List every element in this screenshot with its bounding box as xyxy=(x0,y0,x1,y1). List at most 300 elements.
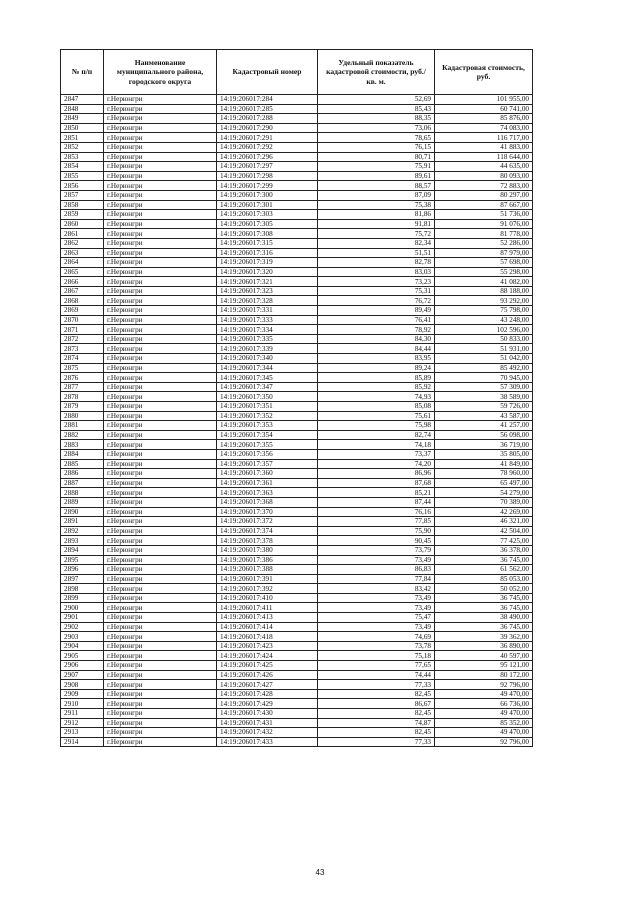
cadastral-cost: 74 083,00 xyxy=(435,123,533,133)
district-name: г.Нерюнгри xyxy=(104,334,217,344)
specific-value: 75,98 xyxy=(318,421,435,431)
specific-value: 85,08 xyxy=(318,402,435,412)
table-row xyxy=(61,574,533,584)
row-number: 2872 xyxy=(61,334,104,344)
table-row xyxy=(61,555,533,565)
cadastral-cost: 41 883,00 xyxy=(435,142,533,152)
cadastral-number: 14:19:206017:357 xyxy=(217,459,318,469)
row-number: 2874 xyxy=(61,354,104,364)
cadastral-number: 14:19:206017:368 xyxy=(217,497,318,507)
district-name: г.Нерюнгри xyxy=(104,488,217,498)
cadastral-cost: 66 736,00 xyxy=(435,699,533,709)
row-number: 2905 xyxy=(61,651,104,661)
district-name: г.Нерюнгри xyxy=(104,536,217,546)
row-number: 2854 xyxy=(61,162,104,172)
table-row xyxy=(61,210,533,220)
row-number: 2880 xyxy=(61,411,104,421)
specific-value: 83,95 xyxy=(318,354,435,364)
table-row xyxy=(61,651,533,661)
specific-value: 77,33 xyxy=(318,680,435,690)
cadastral-cost: 36 745,00 xyxy=(435,593,533,603)
table-row xyxy=(61,670,533,680)
row-number: 2862 xyxy=(61,238,104,248)
specific-value: 75,38 xyxy=(318,200,435,210)
cadastral-number: 14:19:206017:361 xyxy=(217,478,318,488)
district-name: г.Нерюнгри xyxy=(104,440,217,450)
specific-value: 88,57 xyxy=(318,181,435,191)
cadastral-cost: 51 042,00 xyxy=(435,354,533,364)
cadastral-number: 14:19:206017:347 xyxy=(217,382,318,392)
cadastral-number: 14:19:206017:431 xyxy=(217,718,318,728)
district-name: г.Нерюнгри xyxy=(104,497,217,507)
cadastral-number: 14:19:206017:425 xyxy=(217,661,318,671)
row-number: 2859 xyxy=(61,210,104,220)
cadastral-number: 14:19:206017:391 xyxy=(217,574,318,584)
district-name: г.Нерюнгри xyxy=(104,545,217,555)
row-number: 2850 xyxy=(61,123,104,133)
district-name: г.Нерюнгри xyxy=(104,430,217,440)
specific-value: 73,49 xyxy=(318,593,435,603)
specific-value: 76,41 xyxy=(318,315,435,325)
table-row xyxy=(61,603,533,613)
cadastral-number: 14:19:206017:423 xyxy=(217,641,318,651)
specific-value: 73,49 xyxy=(318,622,435,632)
specific-value: 51,51 xyxy=(318,248,435,258)
table-row xyxy=(61,181,533,191)
specific-value: 78,92 xyxy=(318,325,435,335)
row-number: 2867 xyxy=(61,286,104,296)
cadastral-cost: 36 378,00 xyxy=(435,545,533,555)
district-name: г.Нерюнгри xyxy=(104,526,217,536)
specific-value: 52,69 xyxy=(318,95,435,105)
district-name: г.Нерюнгри xyxy=(104,267,217,277)
table-row xyxy=(61,459,533,469)
cadastral-cost: 43 587,00 xyxy=(435,411,533,421)
table-row xyxy=(61,267,533,277)
row-number: 2863 xyxy=(61,248,104,258)
row-number: 2902 xyxy=(61,622,104,632)
specific-value: 82,45 xyxy=(318,709,435,719)
district-name: г.Нерюнгри xyxy=(104,229,217,239)
district-name: г.Нерюнгри xyxy=(104,133,217,143)
district-name: г.Нерюнгри xyxy=(104,603,217,613)
cadastral-cost: 59 726,00 xyxy=(435,402,533,412)
table-row xyxy=(61,219,533,229)
cadastral-cost: 57 309,00 xyxy=(435,382,533,392)
table-row xyxy=(61,402,533,412)
district-name: г.Нерюнгри xyxy=(104,622,217,632)
cadastral-cost: 42 269,00 xyxy=(435,507,533,517)
table-row xyxy=(61,162,533,172)
cadastral-cost: 36 745,00 xyxy=(435,603,533,613)
cadastral-cost: 78 960,00 xyxy=(435,469,533,479)
district-name: г.Нерюнгри xyxy=(104,286,217,296)
specific-value: 88,35 xyxy=(318,114,435,124)
cadastral-cost: 88 188,00 xyxy=(435,286,533,296)
table-row xyxy=(61,171,533,181)
district-name: г.Нерюнгри xyxy=(104,373,217,383)
cadastral-number: 14:19:206017:432 xyxy=(217,728,318,738)
cadastral-cost: 80 172,00 xyxy=(435,670,533,680)
district-name: г.Нерюнгри xyxy=(104,402,217,412)
table-row xyxy=(61,430,533,440)
table-row xyxy=(61,152,533,162)
cadastral-cost: 36 745,00 xyxy=(435,555,533,565)
row-number: 2909 xyxy=(61,689,104,699)
district-name: г.Нерюнгри xyxy=(104,95,217,105)
cadastral-cost: 36 890,00 xyxy=(435,641,533,651)
row-number: 2893 xyxy=(61,536,104,546)
district-name: г.Нерюнгри xyxy=(104,584,217,594)
row-number: 2876 xyxy=(61,373,104,383)
row-number: 2914 xyxy=(61,737,104,747)
district-name: г.Нерюнгри xyxy=(104,152,217,162)
specific-value: 76,15 xyxy=(318,142,435,152)
row-number: 2903 xyxy=(61,632,104,642)
cadastral-number: 14:19:206017:410 xyxy=(217,593,318,603)
cadastral-cost: 43 248,00 xyxy=(435,315,533,325)
header-row xyxy=(61,50,533,95)
district-name: г.Нерюнгри xyxy=(104,680,217,690)
cadastral-cost: 72 883,00 xyxy=(435,181,533,191)
cadastral-number: 14:19:206017:355 xyxy=(217,440,318,450)
specific-value: 77,65 xyxy=(318,661,435,671)
cadastral-cost: 91 076,00 xyxy=(435,219,533,229)
district-name: г.Нерюнгри xyxy=(104,469,217,479)
table-row xyxy=(61,277,533,287)
row-number: 2904 xyxy=(61,641,104,651)
specific-value: 76,16 xyxy=(318,507,435,517)
cadastral-number: 14:19:206017:316 xyxy=(217,248,318,258)
district-name: г.Нерюнгри xyxy=(104,219,217,229)
cadastral-number: 14:19:206017:339 xyxy=(217,344,318,354)
specific-value: 73,37 xyxy=(318,449,435,459)
specific-value: 87,68 xyxy=(318,478,435,488)
cadastral-number: 14:19:206017:345 xyxy=(217,373,318,383)
district-name: г.Нерюнгри xyxy=(104,613,217,623)
table-row xyxy=(61,632,533,642)
cadastral-number: 14:19:206017:308 xyxy=(217,229,318,239)
cadastral-number: 14:19:206017:328 xyxy=(217,296,318,306)
district-name: г.Нерюнгри xyxy=(104,478,217,488)
table-row xyxy=(61,593,533,603)
district-name: г.Нерюнгри xyxy=(104,315,217,325)
row-number: 2898 xyxy=(61,584,104,594)
district-name: г.Нерюнгри xyxy=(104,661,217,671)
cadastral-cost: 41 082,00 xyxy=(435,277,533,287)
table-row xyxy=(61,248,533,258)
district-name: г.Нерюнгри xyxy=(104,728,217,738)
cadastral-number: 14:19:206017:372 xyxy=(217,517,318,527)
cadastral-number: 14:19:206017:315 xyxy=(217,238,318,248)
cadastral-cost: 118 644,00 xyxy=(435,152,533,162)
table-row xyxy=(61,728,533,738)
cadastral-number: 14:19:206017:303 xyxy=(217,210,318,220)
table-row xyxy=(61,488,533,498)
table-row xyxy=(61,334,533,344)
table-row xyxy=(61,507,533,517)
table-row xyxy=(61,449,533,459)
row-number: 2858 xyxy=(61,200,104,210)
table-row xyxy=(61,95,533,105)
specific-value: 77,84 xyxy=(318,574,435,584)
specific-value: 73,49 xyxy=(318,555,435,565)
row-number: 2868 xyxy=(61,296,104,306)
cadastral-number: 14:19:206017:352 xyxy=(217,411,318,421)
cadastral-cost: 85 492,00 xyxy=(435,363,533,373)
district-name: г.Нерюнгри xyxy=(104,699,217,709)
district-name: г.Нерюнгри xyxy=(104,411,217,421)
specific-value: 74,20 xyxy=(318,459,435,469)
cadastral-cost: 116 717,00 xyxy=(435,133,533,143)
cadastral-number: 14:19:206017:380 xyxy=(217,545,318,555)
cadastral-cost: 36 745,00 xyxy=(435,622,533,632)
table-row xyxy=(61,190,533,200)
table-row xyxy=(61,382,533,392)
cadastral-cost: 92 796,00 xyxy=(435,737,533,747)
cadastral-cost: 36 719,00 xyxy=(435,440,533,450)
cadastral-cost: 61 562,00 xyxy=(435,565,533,575)
district-name: г.Нерюнгри xyxy=(104,709,217,719)
specific-value: 82,34 xyxy=(318,238,435,248)
cadastral-cost: 40 597,00 xyxy=(435,651,533,661)
cadastral-cost: 52 286,00 xyxy=(435,238,533,248)
cadastral-number: 14:19:206017:386 xyxy=(217,555,318,565)
district-name: г.Нерюнгри xyxy=(104,142,217,152)
district-name: г.Нерюнгри xyxy=(104,689,217,699)
district-name: г.Нерюнгри xyxy=(104,718,217,728)
specific-value: 85,89 xyxy=(318,373,435,383)
row-number: 2908 xyxy=(61,680,104,690)
specific-value: 77,33 xyxy=(318,737,435,747)
cadastral-number: 14:19:206017:350 xyxy=(217,392,318,402)
table-row xyxy=(61,354,533,364)
row-number: 2912 xyxy=(61,718,104,728)
specific-value: 83,42 xyxy=(318,584,435,594)
cadastral-cost: 85 352,00 xyxy=(435,718,533,728)
cadastral-number: 14:19:206017:374 xyxy=(217,526,318,536)
table-row xyxy=(61,478,533,488)
specific-value: 87,09 xyxy=(318,190,435,200)
cadastral-cost: 39 362,00 xyxy=(435,632,533,642)
specific-value: 78,65 xyxy=(318,133,435,143)
cadastral-cost: 75 798,00 xyxy=(435,306,533,316)
cadastral-cost: 42 504,00 xyxy=(435,526,533,536)
specific-value: 84,44 xyxy=(318,344,435,354)
district-name: г.Нерюнгри xyxy=(104,277,217,287)
cadastral-cost: 70 389,00 xyxy=(435,497,533,507)
cadastral-cost: 93 292,00 xyxy=(435,296,533,306)
cadastral-number: 14:19:206017:291 xyxy=(217,133,318,143)
cadastral-cost: 49 470,00 xyxy=(435,709,533,719)
table-row xyxy=(61,709,533,719)
table-row xyxy=(61,517,533,527)
cadastral-number: 14:19:206017:353 xyxy=(217,421,318,431)
specific-value: 82,45 xyxy=(318,728,435,738)
row-number: 2913 xyxy=(61,728,104,738)
row-number: 2864 xyxy=(61,258,104,268)
row-number: 2852 xyxy=(61,142,104,152)
district-name: г.Нерюнгри xyxy=(104,325,217,335)
cadastral-number: 14:19:206017:351 xyxy=(217,402,318,412)
specific-value: 82,45 xyxy=(318,689,435,699)
cadastral-cost: 49 470,00 xyxy=(435,689,533,699)
specific-value: 80,71 xyxy=(318,152,435,162)
cadastral-number: 14:19:206017:429 xyxy=(217,699,318,709)
cadastral-cost: 55 298,00 xyxy=(435,267,533,277)
cadastral-number: 14:19:206017:427 xyxy=(217,680,318,690)
cadastral-number: 14:19:206017:301 xyxy=(217,200,318,210)
page-number: 43 xyxy=(315,868,325,877)
table-row xyxy=(61,613,533,623)
district-name: г.Нерюнгри xyxy=(104,171,217,181)
cadastral-cost: 80 093,00 xyxy=(435,171,533,181)
header-cadastral-number: Кадастровый номер xyxy=(217,50,318,95)
row-number: 2896 xyxy=(61,565,104,575)
row-number: 2855 xyxy=(61,171,104,181)
district-name: г.Нерюнгри xyxy=(104,517,217,527)
row-number: 2900 xyxy=(61,603,104,613)
cadastral-cost: 50 833,00 xyxy=(435,334,533,344)
specific-value: 74,18 xyxy=(318,440,435,450)
specific-value: 73,49 xyxy=(318,603,435,613)
row-number: 2897 xyxy=(61,574,104,584)
table-row xyxy=(61,142,533,152)
cadastral-number: 14:19:206017:334 xyxy=(217,325,318,335)
specific-value: 75,47 xyxy=(318,613,435,623)
cadastral-cost: 92 796,00 xyxy=(435,680,533,690)
district-name: г.Нерюнгри xyxy=(104,200,217,210)
row-number: 2882 xyxy=(61,430,104,440)
district-name: г.Нерюнгри xyxy=(104,190,217,200)
row-number: 2861 xyxy=(61,229,104,239)
specific-value: 75,72 xyxy=(318,229,435,239)
row-number: 2847 xyxy=(61,95,104,105)
table-row xyxy=(61,641,533,651)
district-name: г.Нерюнгри xyxy=(104,354,217,364)
cadastral-cost: 85 053,00 xyxy=(435,574,533,584)
cadastral-number: 14:19:206017:414 xyxy=(217,622,318,632)
cadastral-cost: 38 589,00 xyxy=(435,392,533,402)
row-number: 2890 xyxy=(61,507,104,517)
table-row xyxy=(61,114,533,124)
row-number: 2892 xyxy=(61,526,104,536)
table-row xyxy=(61,315,533,325)
row-number: 2891 xyxy=(61,517,104,527)
cadastral-cost: 85 876,00 xyxy=(435,114,533,124)
table-row xyxy=(61,680,533,690)
table-row xyxy=(61,440,533,450)
row-number: 2860 xyxy=(61,219,104,229)
district-name: г.Нерюнгри xyxy=(104,392,217,402)
table-row xyxy=(61,469,533,479)
district-name: г.Нерюнгри xyxy=(104,449,217,459)
cadastral-number: 14:19:206017:300 xyxy=(217,190,318,200)
row-number: 2894 xyxy=(61,545,104,555)
specific-value: 73,79 xyxy=(318,545,435,555)
specific-value: 74,93 xyxy=(318,392,435,402)
cadastral-number: 14:19:206017:299 xyxy=(217,181,318,191)
table-row xyxy=(61,661,533,671)
cadastral-cost: 50 052,00 xyxy=(435,584,533,594)
cadastral-number: 14:19:206017:356 xyxy=(217,449,318,459)
table-row xyxy=(61,229,533,239)
district-name: г.Нерюнгри xyxy=(104,421,217,431)
cadastral-number: 14:19:206017:340 xyxy=(217,354,318,364)
table-row xyxy=(61,306,533,316)
specific-value: 86,83 xyxy=(318,565,435,575)
cadastral-cost: 101 955,00 xyxy=(435,95,533,105)
cadastral-cost: 44 635,00 xyxy=(435,162,533,172)
cadastral-number: 14:19:206017:411 xyxy=(217,603,318,613)
specific-value: 85,43 xyxy=(318,104,435,114)
cadastral-number: 14:19:206017:370 xyxy=(217,507,318,517)
table-row xyxy=(61,238,533,248)
cadastral-number: 14:19:206017:363 xyxy=(217,488,318,498)
specific-value: 81,86 xyxy=(318,210,435,220)
header-cadastral-cost: Кадастровая стоимость, руб. xyxy=(435,50,533,95)
specific-value: 89,61 xyxy=(318,171,435,181)
table-row xyxy=(61,718,533,728)
cadastral-number: 14:19:206017:284 xyxy=(217,95,318,105)
table-row xyxy=(61,200,533,210)
cadastral-number: 14:19:206017:413 xyxy=(217,613,318,623)
header-district: Наименование муниципального района, городского округа xyxy=(104,50,217,95)
row-number: 2879 xyxy=(61,402,104,412)
district-name: г.Нерюнгри xyxy=(104,181,217,191)
row-number: 2857 xyxy=(61,190,104,200)
specific-value: 75,90 xyxy=(318,526,435,536)
district-name: г.Нерюнгри xyxy=(104,555,217,565)
specific-value: 73,78 xyxy=(318,641,435,651)
table-row xyxy=(61,622,533,632)
cadastral-cost: 102 596,00 xyxy=(435,325,533,335)
cadastral-number: 14:19:206017:335 xyxy=(217,334,318,344)
row-number: 2881 xyxy=(61,421,104,431)
table-row xyxy=(61,545,533,555)
cadastral-number: 14:19:206017:305 xyxy=(217,219,318,229)
row-number: 2873 xyxy=(61,344,104,354)
table-row xyxy=(61,584,533,594)
row-number: 2886 xyxy=(61,469,104,479)
cadastral-cost: 57 698,00 xyxy=(435,258,533,268)
cadastral-cost: 70 945,00 xyxy=(435,373,533,383)
cadastral-cost: 35 805,00 xyxy=(435,449,533,459)
cadastral-number: 14:19:206017:288 xyxy=(217,114,318,124)
cadastral-number: 14:19:206017:426 xyxy=(217,670,318,680)
cadastral-cost: 87 667,00 xyxy=(435,200,533,210)
specific-value: 83,03 xyxy=(318,267,435,277)
district-name: г.Нерюнгри xyxy=(104,651,217,661)
specific-value: 74,87 xyxy=(318,718,435,728)
cadastral-number: 14:19:206017:320 xyxy=(217,267,318,277)
specific-value: 76,72 xyxy=(318,296,435,306)
cadastral-number: 14:19:206017:292 xyxy=(217,142,318,152)
district-name: г.Нерюнгри xyxy=(104,210,217,220)
row-number: 2871 xyxy=(61,325,104,335)
row-number: 2856 xyxy=(61,181,104,191)
row-number: 2865 xyxy=(61,267,104,277)
cadastral-cost: 38 490,00 xyxy=(435,613,533,623)
cadastral-number: 14:19:206017:433 xyxy=(217,737,318,747)
row-number: 2883 xyxy=(61,440,104,450)
cadastral-number: 14:19:206017:297 xyxy=(217,162,318,172)
district-name: г.Нерюнгри xyxy=(104,565,217,575)
row-number: 2853 xyxy=(61,152,104,162)
cadastral-cost: 60 741,00 xyxy=(435,104,533,114)
cadastral-cost: 95 121,00 xyxy=(435,661,533,671)
district-name: г.Нерюнгри xyxy=(104,574,217,584)
